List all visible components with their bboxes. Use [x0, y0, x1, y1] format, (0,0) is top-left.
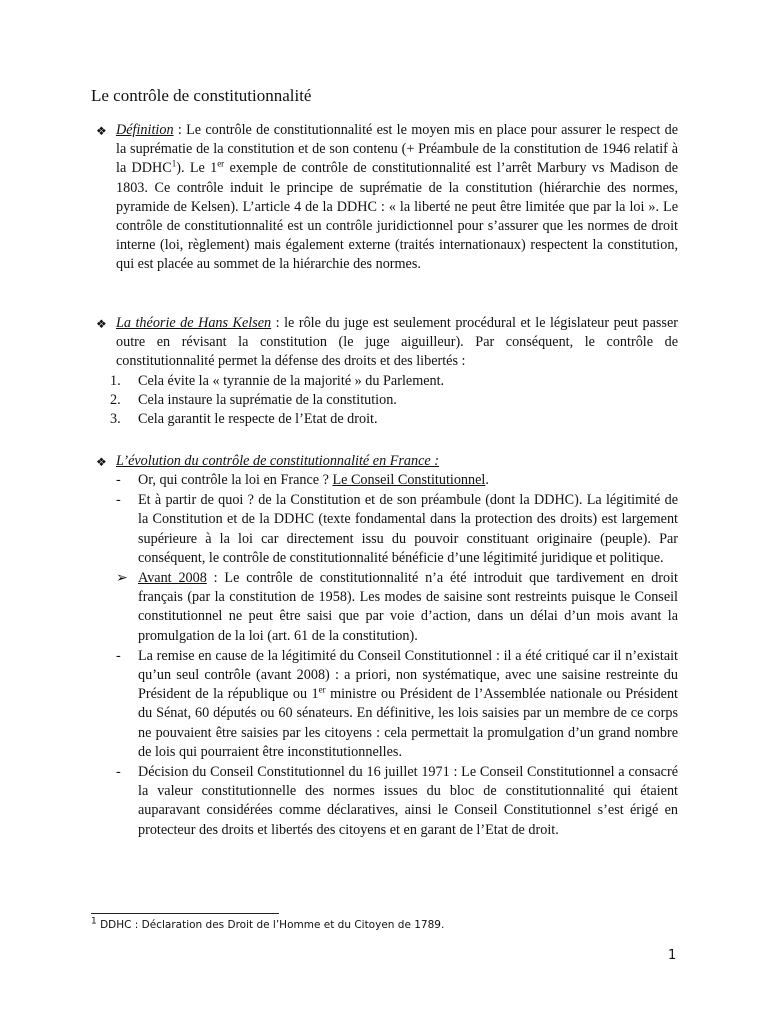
evolution-section	[96, 452, 678, 471]
conseil-link-text: Le Conseil Constitutionnel	[332, 472, 486, 488]
kelsen-section	[96, 314, 678, 372]
list-item: 3. Cela garantit le respecte de l’Etat de droit.	[110, 411, 378, 428]
diamond-bullet-icon: ❖	[96, 455, 107, 469]
kelsen-label: La théorie de Hans Kelsen	[116, 315, 272, 331]
list-item: 2. Cela instaure la suprématie de la constitution.	[110, 392, 397, 409]
page-title: Le contrôle de constitutionnalité	[91, 86, 312, 105]
definition-paragraph: Définition : Le contrôle de constitutionnalité est le moyen mis en place pour assurer le respect de la suprématie de la constitution et de son contenu (+ Préambule de la constitution de 1946 relatif à la DDHC$^1$). Le 1er exemple de contrôle de constitutionnalité est l’arrêt Marbury vs Madison de 1803. Ce contrôle induit le principe de suprématie de la constitution (hiérarchie des normes, pyramide de Kelsen). L’article 4 de la DDHC : « la liberté ne peut être limitée que par la loi ». Le contrôle de constitutionnalité est un contrôle juridictionnel pour s’assurer que les normes de droit interne (loi, règlement) mais également externe (traités internationaux) respectent la constitution, qui est placée au sommet de la hiérarchie des normes.	[116, 122, 678, 273]
list-item: - Décision du Conseil Constitutionnel du 16 juillet 1971 : Le Conseil Constitutionnel a consacré la valeur constitutionnelle des normes issues du bloc de constitutionnalité qui étaient auparavant considérées comme déclaratives, ainsi le Conseil Constitutionnel s’est érigé en protecteur des droits et libertés des citoyens et en garant de l’Etat de droit.	[116, 764, 678, 838]
list-item: - Et à partir de quoi ? de la Constitution et de son préambule (dont la DDHC). La légitimité de la Constitution et de la DDHC (texte fondamental dans la protection des droits) est largement supérieure à la loi car directement issu du pouvoir constituant originaire (peuple). Par conséquent, le contrôle de constitutionnalité bénéficie d’une légitimité juridique et politique.	[116, 492, 678, 566]
list-item: - La remise en cause de la légitimité du Conseil Constitutionnel : il a été critiqué car il n’existait qu’un seul contrôle (avant 2008) : a priori, non systématique, avec une saisine restreinte du Président de la république ou 1er ministre ou Président de l’Assemblée nationale ou Président du Sénat, 60 députés ou 60 sénateurs. En définitive, les lois saisies par un membre de ce corps ne pouvaient être saisies par les citoyens : cela permettait la promulgation d’un grand nombre de lois qui pourraient être inconstitutionnelles.	[116, 647, 678, 760]
numbered-list	[110, 372, 676, 430]
diamond-bullet-icon: ❖	[96, 317, 107, 331]
page-number: 1	[668, 948, 677, 963]
avant-2008-label: Avant 2008	[138, 570, 207, 587]
dash-marker: -	[116, 472, 121, 488]
definition-section	[96, 121, 678, 275]
evolution-list	[116, 471, 678, 841]
diamond-bullet-icon: ❖	[96, 124, 107, 138]
footnote: $^1$ DDHC : Déclaration des Droit de l’Homme et du Citoyen de 1789.	[91, 916, 445, 931]
definition-label: Définition	[116, 122, 174, 138]
dash-marker: -	[116, 764, 121, 781]
evolution-label: L’évolution du contrôle de constitutionnalité en France :	[116, 453, 439, 469]
list-item: 1. Cela évite la « tyrannie de la majorité » du Parlement.	[110, 373, 445, 389]
list-item: ➢ Avant 2008 : Le contrôle de constitutionnalité n’a été introduit que tardivement en droit français (par la constitution de 1958). Les modes de saisine sont restreints puisque le Conseil constitutionnel ne peut être saisi que par voie d’action, dans un délai d’un mois avant la promulgation de la loi (art. 61 de la constitution).	[116, 570, 678, 644]
dash-marker: -	[116, 492, 121, 509]
footnote-ref: 1	[171, 158, 177, 169]
footnote-divider	[91, 913, 279, 914]
dash-marker: -	[116, 647, 121, 664]
arrow-bullet-icon: ➢	[116, 570, 128, 587]
list-item: - Or, qui contrôle la loi en France ? Le Conseil Constitutionnel.	[116, 471, 678, 490]
kelsen-paragraph: La théorie de Hans Kelsen : le rôle du juge est seulement procédural et le législateur peut passer outre en révisant la constitution (le juge aiguilleur). Par conséquent, le contrôle de constitutionnalité permet la défense des droits et des libertés :	[116, 315, 678, 370]
